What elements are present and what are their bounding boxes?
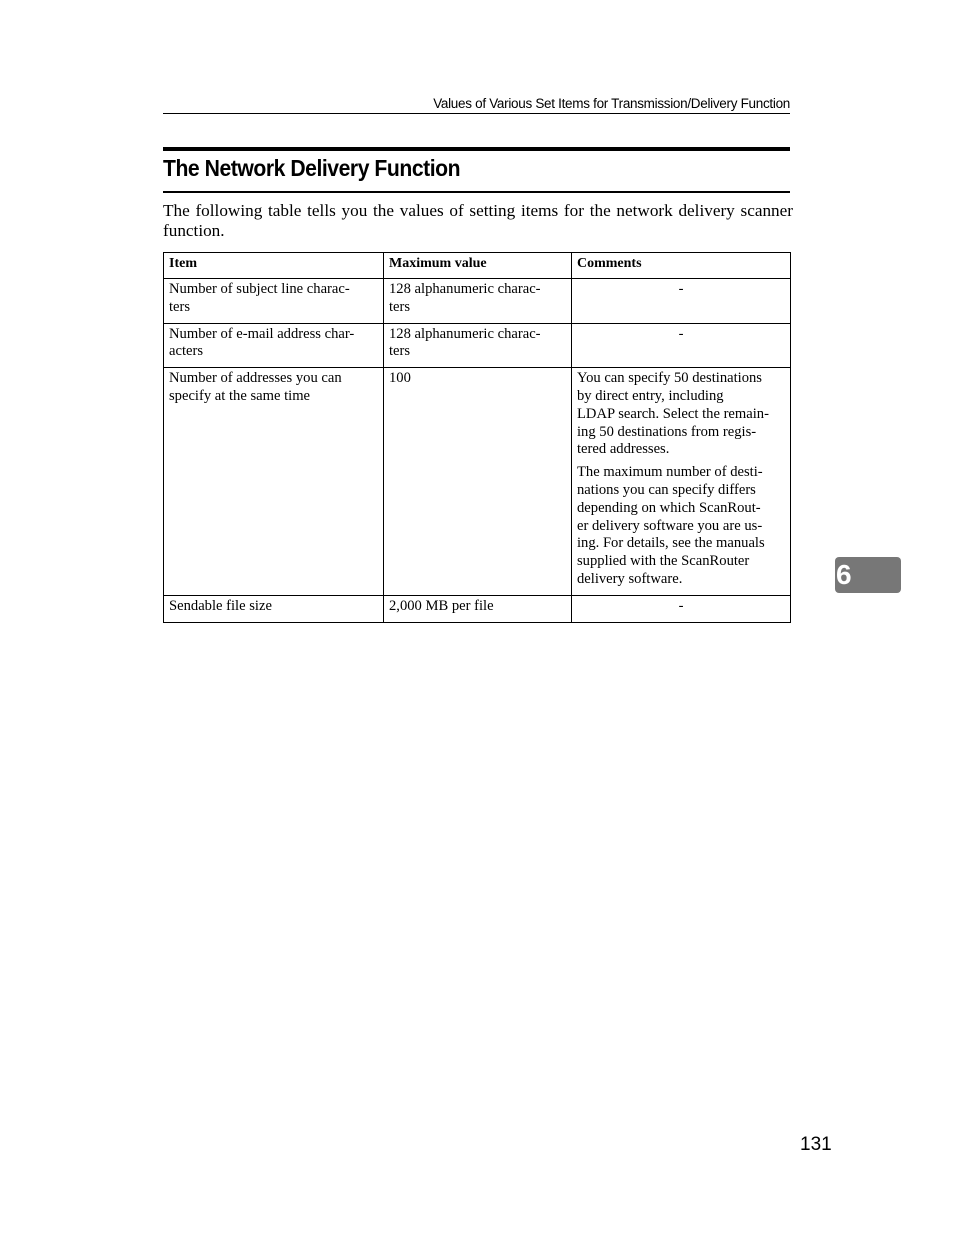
values-table	[163, 252, 791, 623]
table-row	[164, 279, 791, 324]
table-row	[164, 368, 791, 596]
table-body	[164, 279, 791, 623]
section-rule-top	[163, 147, 790, 151]
chapter-number: 6	[836, 559, 852, 590]
cell-item: Number of e-mail address char- acters	[164, 323, 384, 368]
section-rule-bottom	[163, 191, 790, 193]
comment-paragraph: -	[678, 281, 684, 297]
cell-comments	[572, 279, 791, 324]
comment-paragraph: -	[678, 597, 684, 614]
cell-maximum-value: 100	[384, 368, 572, 596]
comment-paragraph: The maximum number of desti- nations you can specify differs depending on which ScanRout- er delivery software you are us- ing. For details, see the manuals supplied with the ScanRouter delivery software.	[577, 464, 765, 587]
cell-item: Number of addresses you can specify at the same time	[164, 368, 384, 596]
intro-paragraph: The following table tells you the values of setting items for the network delivery scanner function.	[163, 201, 793, 240]
cell-item: Number of subject line charac- ters	[164, 279, 384, 324]
header-item: Item	[164, 253, 384, 279]
cell-comments	[572, 368, 791, 596]
cell-maximum-value: 2,000 MB per file	[384, 595, 572, 622]
cell-comments	[572, 323, 791, 368]
chapter-tab	[835, 557, 901, 593]
running-header: Values of Various Set Items for Transmission/Delivery Function	[163, 96, 790, 114]
section-title: The Network Delivery Function	[163, 155, 461, 181]
cell-item: Sendable file size	[164, 595, 384, 622]
header-maximum-value: Maximum value	[384, 253, 572, 279]
table-header-row	[164, 253, 791, 279]
cell-comments	[572, 595, 791, 622]
header-comments: Comments	[572, 253, 791, 279]
cell-maximum-value: 128 alphanumeric charac- ters	[384, 279, 572, 324]
comment-paragraph: -	[678, 325, 684, 342]
page-number: 131	[800, 1134, 832, 1155]
table-row	[164, 595, 791, 622]
cell-maximum-value: 128 alphanumeric charac- ters	[384, 323, 572, 368]
comment-paragraph: You can specify 50 destinations by direct entry, including LDAP search. Select the remain- ing 50 destinations from regis- tered addresses.	[577, 370, 769, 458]
table-row	[164, 323, 791, 368]
